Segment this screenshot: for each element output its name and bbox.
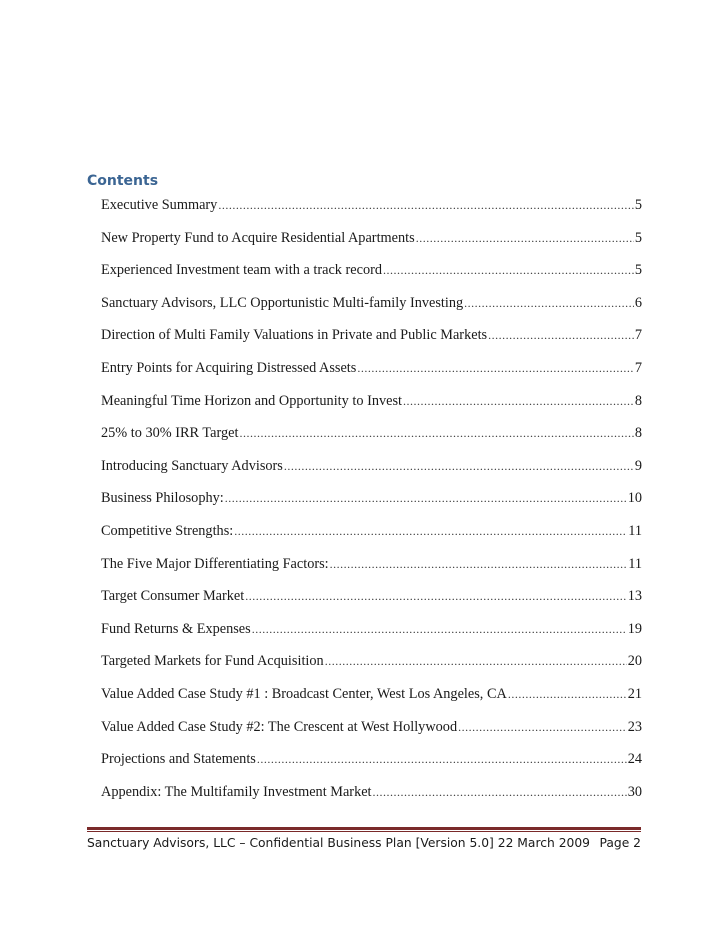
toc-entry-title: Business Philosophy: [101,490,224,507]
toc-dot-leader [252,619,627,639]
toc-entry[interactable] [101,260,642,293]
toc-dot-leader [403,391,634,411]
toc-entry[interactable] [101,423,642,456]
toc-entry[interactable] [101,717,642,750]
toc-entry-page-number: 11 [628,555,642,572]
toc-dot-leader [416,228,634,248]
toc-entry[interactable] [101,782,642,815]
toc-entry-title: Experienced Investment team with a track record [101,262,383,279]
toc-dot-leader [218,195,634,215]
toc-entry-page-number: 7 [634,327,642,344]
toc-entry-title: Projections and Statements [101,751,256,768]
toc-entry[interactable] [101,391,642,424]
toc-entry[interactable] [101,325,642,358]
toc-entry-page-number: 7 [634,359,642,376]
toc-entry-title: Sanctuary Advisors, LLC Opportunistic Multi-family Investing [101,294,464,311]
toc-entry[interactable] [101,749,642,782]
toc-entry-page-number: 21 [627,685,642,702]
toc-entry-page-number: 11 [628,522,642,539]
footer-page-number: Page 2 [599,836,641,850]
footer-divider-thin [87,831,641,832]
toc-entry-title: Entry Points for Acquiring Distressed Assets [101,359,357,376]
contents-heading: Contents [87,173,159,189]
toc-entry-title: The Five Major Differentiating Factors: [101,555,329,572]
toc-dot-leader [325,651,627,671]
toc-entry-title: Direction of Multi Family Valuations in Private and Public Markets [101,327,488,344]
toc-dot-leader [464,293,634,313]
toc-dot-leader [239,423,633,443]
footer-text: Sanctuary Advisors, LLC – Confidential Business Plan [Version 5.0] 22 March 2009 [87,836,590,850]
toc-dot-leader [508,684,627,704]
toc-entry-title: Fund Returns & Expenses [101,620,251,637]
toc-entry-title: Meaningful Time Horizon and Opportunity to Invest [101,392,403,409]
toc-dot-leader [225,488,627,508]
toc-dot-leader [245,586,626,606]
toc-dot-leader [234,521,627,541]
toc-entry[interactable] [101,456,642,489]
toc-entry-page-number: 24 [627,751,642,768]
toc-dot-leader [257,749,627,769]
toc-entry[interactable] [101,586,642,619]
toc-entry-title: 25% to 30% IRR Target [101,425,239,442]
toc-dot-leader [383,260,634,280]
toc-dot-leader [357,358,633,378]
toc-entry[interactable] [101,195,642,228]
toc-entry-page-number: 19 [627,620,642,637]
toc-entry-title: Introducing Sanctuary Advisors [101,457,283,474]
toc-entry-page-number: 6 [634,294,642,311]
toc-entry-page-number: 8 [634,392,642,409]
toc-dot-leader [488,325,634,345]
toc-entry-title: New Property Fund to Acquire Residential Apartments [101,229,415,246]
toc-dot-leader [458,717,627,737]
toc-entry-title: Value Added Case Study #2: The Crescent at West Hollywood [101,718,458,735]
table-of-contents [101,195,642,814]
toc-entry[interactable] [101,651,642,684]
toc-entry-page-number: 5 [634,262,642,279]
toc-entry-title: Target Consumer Market [101,588,245,605]
footer-divider [87,827,641,830]
toc-entry-title: Executive Summary [101,197,218,213]
toc-entry-title: Targeted Markets for Fund Acquisition [101,653,324,670]
toc-entry-page-number: 30 [627,783,642,800]
toc-entry-page-number: 5 [634,197,642,213]
toc-entry-page-number: 8 [634,425,642,442]
toc-entry-page-number: 5 [634,229,642,246]
toc-entry[interactable] [101,619,642,652]
toc-dot-leader [373,782,627,802]
toc-entry[interactable] [101,488,642,521]
toc-entry[interactable] [101,684,642,717]
page-footer [87,836,641,850]
toc-entry-title: Value Added Case Study #1 : Broadcast Center, West Los Angeles, CA [101,685,507,702]
toc-entry[interactable] [101,228,642,261]
toc-entry-page-number: 13 [627,588,642,605]
toc-dot-leader [330,554,628,574]
toc-entry-title: Competitive Strengths: [101,522,234,539]
toc-entry[interactable] [101,293,642,326]
toc-entry-page-number: 20 [627,653,642,670]
toc-entry-title: Appendix: The Multifamily Investment Market [101,783,372,800]
toc-entry[interactable] [101,521,642,554]
toc-entry-page-number: 10 [627,490,642,507]
toc-entry-page-number: 23 [627,718,642,735]
toc-dot-leader [284,456,634,476]
toc-entry[interactable] [101,358,642,391]
toc-entry-page-number: 9 [634,457,642,474]
toc-entry[interactable] [101,554,642,587]
